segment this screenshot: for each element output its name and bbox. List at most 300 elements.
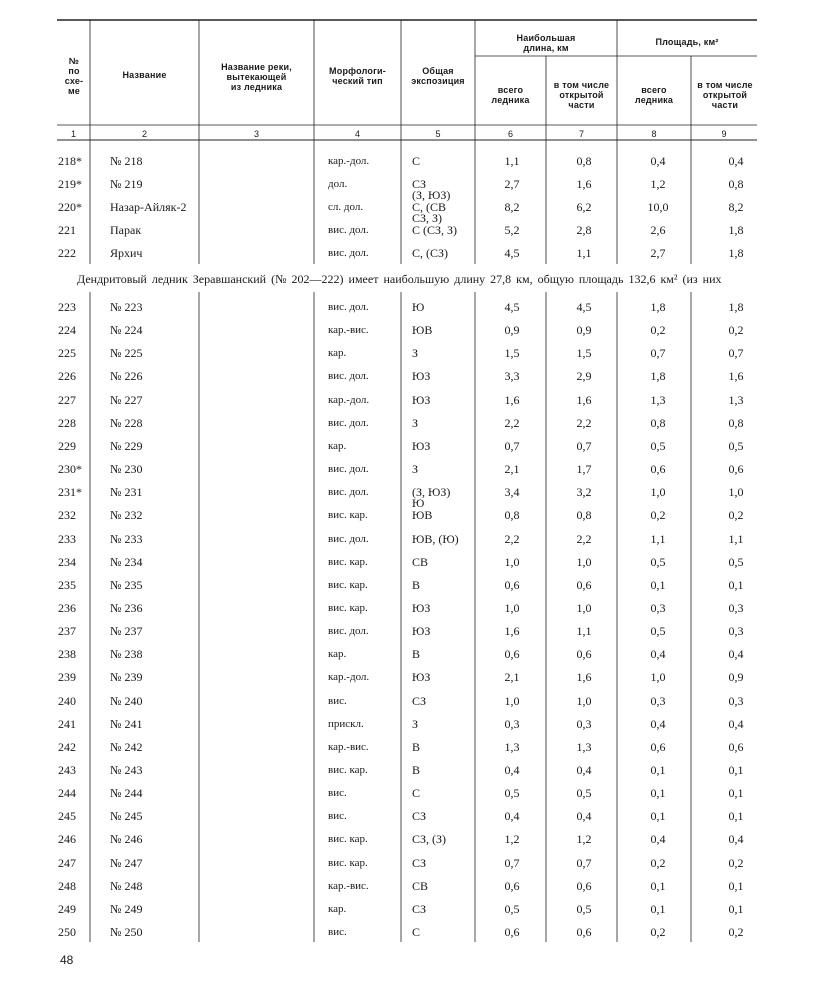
table-row — [0, 300, 813, 323]
length-total: 0,5 — [504, 901, 520, 916]
column-number: 9 — [721, 129, 727, 139]
length-open: 4,5 — [576, 300, 592, 314]
length-open: 1,1 — [576, 246, 592, 260]
area-open: 0,1 — [728, 763, 744, 777]
area-open: 1,8 — [728, 223, 744, 237]
area-open: 0,2 — [728, 855, 744, 870]
glacier-name: № 248 — [110, 878, 143, 893]
glacier-name: № 241 — [110, 716, 143, 731]
length-open: 6,2 — [576, 200, 592, 214]
row-number: 239 — [58, 670, 76, 685]
length-open: 0,9 — [576, 323, 592, 338]
area-open: 0,6 — [728, 462, 744, 477]
exposition: В — [412, 739, 421, 754]
morph-type: вис. дол. — [328, 224, 369, 236]
area-total: 0,4 — [650, 716, 666, 731]
length-total: 2,1 — [504, 462, 520, 477]
area-total: 1,0 — [650, 485, 666, 500]
length-total: 2,2 — [504, 531, 520, 546]
area-open: 0,3 — [728, 624, 744, 639]
header-name: Название — [122, 70, 167, 80]
length-total: 1,0 — [504, 554, 520, 569]
area-open: 0,2 — [728, 925, 744, 940]
exposition: СЗ — [412, 855, 427, 870]
exposition-secondary: Ю — [412, 496, 425, 511]
row-number: 235 — [58, 577, 76, 592]
area-total: 2,7 — [650, 246, 666, 260]
length-total: 0,9 — [504, 323, 520, 338]
morph-type: вис. дол. — [328, 463, 369, 476]
area-open: 1,0 — [728, 485, 744, 500]
area-total: 1,0 — [650, 670, 666, 685]
exposition: З — [412, 346, 419, 361]
header-exposition: Общая экспозиция — [411, 66, 465, 86]
length-total: 0,6 — [504, 647, 520, 662]
area-total: 0,5 — [650, 624, 666, 639]
exposition: С — [412, 154, 421, 168]
area-total: 0,6 — [650, 462, 666, 477]
exposition: (З, ЮЗ) — [412, 485, 451, 500]
table-row — [0, 856, 813, 879]
glacier-name: № 238 — [110, 647, 143, 662]
row-number: 245 — [58, 809, 76, 824]
exposition: ЮЗ — [412, 392, 431, 407]
row-number: 224 — [58, 323, 76, 338]
column-number: 2 — [141, 129, 147, 139]
area-total: 1,8 — [650, 300, 666, 314]
row-number: 231* — [58, 485, 82, 500]
length-open: 1,0 — [576, 693, 592, 708]
row-number: 221 — [58, 223, 76, 237]
area-total: 2,6 — [650, 223, 666, 237]
area-total: 0,3 — [650, 600, 666, 615]
table-row — [0, 200, 813, 223]
length-total: 3,3 — [504, 369, 520, 384]
table-row — [0, 624, 813, 647]
header-morph-type: Морфологи- ческий тип — [329, 66, 386, 86]
table-row — [0, 223, 813, 246]
morph-type: вис. дол. — [328, 532, 369, 545]
glacier-name: № 237 — [110, 624, 143, 639]
length-open: 0,7 — [576, 855, 592, 870]
area-total: 10,0 — [647, 200, 669, 214]
length-total: 1,0 — [504, 600, 520, 615]
table-row — [0, 439, 813, 462]
column-number: 7 — [578, 129, 584, 139]
length-open: 1,1 — [576, 624, 592, 639]
row-number: 230* — [58, 462, 82, 477]
row-number: 240 — [58, 693, 76, 708]
row-number: 243 — [58, 763, 76, 777]
morph-type: сл. дол. — [328, 201, 364, 213]
glacier-name: № 218 — [110, 154, 143, 168]
glacier-name: № 243 — [110, 763, 143, 777]
exposition: С, (СЗ) — [412, 246, 449, 260]
exposition: СЗ, (З) — [412, 832, 447, 847]
glacier-name: № 240 — [110, 693, 143, 708]
length-total: 1,3 — [504, 739, 520, 754]
morph-type: вис. кар. — [328, 601, 368, 614]
glacier-name: № 227 — [110, 392, 143, 407]
row-number: 233 — [58, 531, 76, 546]
length-open: 3,2 — [576, 485, 592, 500]
length-open: 0,3 — [576, 716, 592, 731]
glacier-name: № 228 — [110, 415, 143, 430]
length-total: 0,8 — [504, 508, 520, 523]
area-total: 0,3 — [650, 693, 666, 708]
row-number: 234 — [58, 554, 76, 569]
morph-type: кар. — [328, 439, 347, 452]
length-open: 2,8 — [576, 223, 592, 237]
area-open: 0,4 — [728, 716, 744, 731]
table-row — [0, 763, 813, 786]
morph-type: вис. кар. — [328, 555, 368, 568]
row-number: 237 — [58, 624, 76, 639]
row-number: 225 — [58, 346, 76, 361]
length-open: 0,6 — [576, 878, 592, 893]
exposition: ЮВ — [412, 508, 433, 523]
exposition: С — [412, 786, 421, 801]
exposition: ЮЗ — [412, 624, 431, 639]
row-number: 229 — [58, 438, 76, 453]
morph-type: кар.-дол. — [328, 671, 370, 684]
length-open: 0,7 — [576, 438, 592, 453]
length-total: 8,2 — [504, 200, 520, 214]
area-open: 0,6 — [728, 739, 744, 754]
header-area-total: всего ледника — [634, 85, 674, 105]
length-total: 0,7 — [504, 438, 520, 453]
area-open: 0,4 — [728, 832, 744, 847]
table-row — [0, 508, 813, 531]
area-total: 0,4 — [650, 154, 666, 168]
column-number: 5 — [435, 129, 441, 139]
exposition: В — [412, 763, 421, 777]
exposition: З — [412, 462, 419, 477]
morph-type: вис. — [328, 787, 347, 800]
length-open: 0,8 — [576, 508, 592, 523]
glacier-name: № 239 — [110, 670, 143, 685]
exposition: С (СЗ, З) — [412, 223, 458, 237]
row-number: 241 — [58, 716, 76, 731]
header-area-open: в том числе открытой части — [697, 80, 753, 110]
length-total: 0,4 — [504, 763, 520, 777]
exposition-secondary: СЗ, З) — [412, 211, 443, 225]
area-open: 0,1 — [728, 809, 744, 824]
table-row — [0, 694, 813, 717]
exposition: СВ — [412, 554, 429, 569]
glacier-name: № 242 — [110, 739, 143, 754]
length-open: 1,0 — [576, 554, 592, 569]
area-total: 1,2 — [650, 177, 666, 191]
morph-type: вис. кар. — [328, 856, 368, 869]
length-open: 1,3 — [576, 739, 592, 754]
area-total: 0,2 — [650, 508, 666, 523]
header-river: Название реки, вытекающей из ледника — [221, 62, 292, 92]
morph-type: дол. — [328, 178, 348, 190]
table-row — [0, 369, 813, 392]
table-row — [0, 393, 813, 416]
morph-type: кар.-вис. — [328, 879, 369, 892]
exposition: СЗ — [412, 901, 427, 916]
exposition: ЮВ — [412, 323, 433, 338]
table-row — [0, 578, 813, 601]
table-row — [0, 462, 813, 485]
length-total: 1,0 — [504, 693, 520, 708]
area-open: 0,3 — [728, 600, 744, 615]
area-total: 0,2 — [650, 925, 666, 940]
glacier-name: № 247 — [110, 855, 143, 870]
header-length-open: в том числе открытой части — [553, 80, 610, 110]
exposition: З — [412, 415, 419, 430]
glacier-name: № 235 — [110, 577, 143, 592]
length-open: 1,5 — [576, 346, 592, 361]
table-row — [0, 717, 813, 740]
length-total: 3,4 — [504, 485, 520, 500]
table-row — [0, 786, 813, 809]
table-row — [0, 740, 813, 763]
area-total: 0,8 — [650, 415, 666, 430]
exposition: ЮЗ — [412, 438, 431, 453]
morph-type: вис. кар. — [328, 509, 368, 522]
row-number: 236 — [58, 600, 76, 615]
row-number: 248 — [58, 878, 76, 893]
row-number: 246 — [58, 832, 76, 847]
exposition: СЗ — [412, 809, 427, 824]
area-total: 0,1 — [650, 786, 666, 801]
area-total: 0,1 — [650, 763, 666, 777]
row-number: 238 — [58, 647, 76, 662]
area-total: 0,4 — [650, 647, 666, 662]
length-open: 1,0 — [576, 600, 592, 615]
table-row — [0, 246, 813, 269]
area-open: 1,8 — [728, 300, 744, 314]
area-total: 0,4 — [650, 832, 666, 847]
glacier-name: № 223 — [110, 300, 143, 314]
row-number: 228 — [58, 415, 76, 430]
morph-type: кар.-вис. — [328, 740, 369, 753]
area-total: 0,1 — [650, 577, 666, 592]
area-total: 0,5 — [650, 554, 666, 569]
exposition: В — [412, 577, 421, 592]
table-row — [0, 925, 813, 948]
length-open: 0,4 — [576, 809, 592, 824]
length-open: 0,5 — [576, 786, 592, 801]
area-total: 1,8 — [650, 369, 666, 384]
length-open: 1,6 — [576, 177, 592, 191]
morph-type: вис. — [328, 694, 347, 707]
table-row — [0, 555, 813, 578]
row-number: 222 — [58, 246, 76, 260]
area-open: 0,4 — [728, 647, 744, 662]
morph-type: вис. дол. — [328, 370, 369, 383]
length-total: 1,6 — [504, 392, 520, 407]
morph-type: вис. дол. — [328, 486, 369, 499]
glacier-name: № 233 — [110, 531, 143, 546]
length-total: 5,2 — [504, 223, 520, 237]
row-number: 232 — [58, 508, 76, 523]
glacier-name: Ярхич — [110, 246, 143, 260]
length-total: 0,5 — [504, 786, 520, 801]
area-open: 1,3 — [728, 392, 744, 407]
length-open: 0,6 — [576, 577, 592, 592]
exposition: Ю — [412, 300, 425, 314]
area-total: 1,3 — [650, 392, 666, 407]
table-row — [0, 670, 813, 693]
header-length-total: всего ледника — [491, 85, 530, 105]
length-total: 1,2 — [504, 832, 520, 847]
table-row — [0, 416, 813, 439]
glacier-name: № 246 — [110, 832, 143, 847]
morph-type: вис. кар. — [328, 578, 368, 591]
area-open: 0,8 — [728, 177, 744, 191]
exposition: ЮЗ — [412, 600, 431, 615]
row-number: 226 — [58, 369, 76, 384]
glacier-name: № 245 — [110, 809, 143, 824]
morph-type: кар.-дол. — [328, 393, 370, 406]
area-open: 0,9 — [728, 670, 744, 685]
glacier-name: № 225 — [110, 346, 143, 361]
table-row — [0, 879, 813, 902]
length-total: 2,2 — [504, 415, 520, 430]
area-open: 1,8 — [728, 246, 744, 260]
area-total: 0,1 — [650, 878, 666, 893]
length-open: 1,2 — [576, 832, 592, 847]
table-row — [0, 485, 813, 511]
row-number: 249 — [58, 901, 76, 916]
morph-type: кар. — [328, 902, 347, 915]
length-open: 2,2 — [576, 415, 592, 430]
column-number: 1 — [70, 129, 76, 139]
glacier-name: № 224 — [110, 323, 143, 338]
exposition: СЗ — [412, 693, 427, 708]
morph-type: вис. дол. — [328, 301, 369, 313]
area-open: 0,1 — [728, 878, 744, 893]
length-open: 0,6 — [576, 925, 592, 940]
header-area-group: Площадь, км² — [655, 37, 719, 47]
row-number: 227 — [58, 392, 76, 407]
column-number: 6 — [507, 129, 513, 139]
morph-type: вис. — [328, 810, 347, 823]
length-total: 0,7 — [504, 855, 520, 870]
table-row — [0, 346, 813, 369]
row-number: 220* — [58, 200, 82, 214]
table-row — [0, 601, 813, 624]
glacier-name: № 229 — [110, 438, 143, 453]
page-number: 48 — [60, 953, 74, 967]
morph-type: вис. — [328, 926, 347, 939]
exposition: С, (СВ — [412, 200, 447, 214]
row-number: 247 — [58, 855, 76, 870]
exposition: В — [412, 647, 421, 662]
table-row — [0, 902, 813, 925]
row-number: 218* — [58, 154, 82, 168]
length-total: 2,1 — [504, 670, 520, 685]
exposition: С — [412, 925, 421, 940]
area-total: 1,1 — [650, 531, 666, 546]
length-open: 1,6 — [576, 392, 592, 407]
glacier-name: Назар-Айляк-2 — [110, 200, 187, 214]
exposition: З — [412, 716, 419, 731]
glacier-name: № 250 — [110, 925, 143, 940]
length-open: 2,2 — [576, 531, 592, 546]
column-number: 8 — [651, 129, 657, 139]
glacier-name: Парак — [110, 223, 142, 237]
area-open: 0,2 — [728, 508, 744, 523]
length-total: 4,5 — [504, 246, 520, 260]
length-total: 0,6 — [504, 878, 520, 893]
header-length-group: Наибольшая длина, км — [516, 33, 576, 53]
area-total: 0,7 — [650, 346, 666, 361]
table-row — [0, 154, 813, 177]
length-open: 1,7 — [576, 462, 592, 477]
glacier-name: № 234 — [110, 554, 143, 569]
length-open: 1,6 — [576, 670, 592, 685]
morph-type: прискл. — [328, 717, 364, 730]
length-total: 1,1 — [504, 154, 520, 168]
area-total: 0,1 — [650, 901, 666, 916]
exposition-secondary: (З, ЮЗ) — [412, 188, 451, 202]
length-total: 0,3 — [504, 716, 520, 731]
length-total: 1,6 — [504, 624, 520, 639]
length-total: 2,7 — [504, 177, 520, 191]
glacier-name: № 219 — [110, 177, 143, 191]
morph-type: вис. кар. — [328, 833, 368, 846]
table-row — [0, 647, 813, 670]
area-open: 0,7 — [728, 346, 744, 361]
column-number: 4 — [354, 129, 360, 139]
row-number: 219* — [58, 177, 82, 191]
exposition: СВ — [412, 878, 429, 893]
glacier-name: № 232 — [110, 508, 143, 523]
table-row — [0, 177, 813, 200]
glacier-name: № 236 — [110, 600, 143, 615]
area-open: 0,1 — [728, 786, 744, 801]
exposition: ЮЗ — [412, 369, 431, 384]
area-open: 0,5 — [728, 554, 744, 569]
exposition: СЗ — [412, 177, 427, 191]
length-open: 0,5 — [576, 901, 592, 916]
area-open: 0,2 — [728, 323, 744, 338]
glacier-name: № 244 — [110, 786, 143, 801]
length-total: 0,6 — [504, 577, 520, 592]
row-number: 242 — [58, 739, 76, 754]
row-number: 250 — [58, 925, 76, 940]
morph-type: кар. — [328, 648, 347, 661]
length-total: 0,6 — [504, 925, 520, 940]
area-total: 0,1 — [650, 809, 666, 824]
exposition: ЮЗ — [412, 670, 431, 685]
glacier-name: № 231 — [110, 485, 143, 500]
table-row — [0, 832, 813, 855]
header-number: № по схе- ме — [64, 56, 84, 96]
glacier-name: № 249 — [110, 901, 143, 916]
morph-type: вис. дол. — [328, 247, 369, 259]
area-open: 0,4 — [728, 154, 744, 168]
area-open: 8,2 — [728, 200, 744, 214]
morph-type: кар.-дол. — [328, 155, 370, 167]
morph-type: кар.-вис. — [328, 324, 369, 337]
column-number: 3 — [253, 129, 259, 139]
glacier-name: № 226 — [110, 369, 143, 384]
morph-type: вис. кар. — [328, 764, 368, 776]
length-total: 1,5 — [504, 346, 520, 361]
area-total: 0,2 — [650, 323, 666, 338]
area-open: 0,1 — [728, 577, 744, 592]
area-open: 0,5 — [728, 438, 744, 453]
area-open: 1,1 — [728, 531, 744, 546]
exposition: ЮВ, (Ю) — [412, 531, 459, 546]
area-open: 0,3 — [728, 693, 744, 708]
